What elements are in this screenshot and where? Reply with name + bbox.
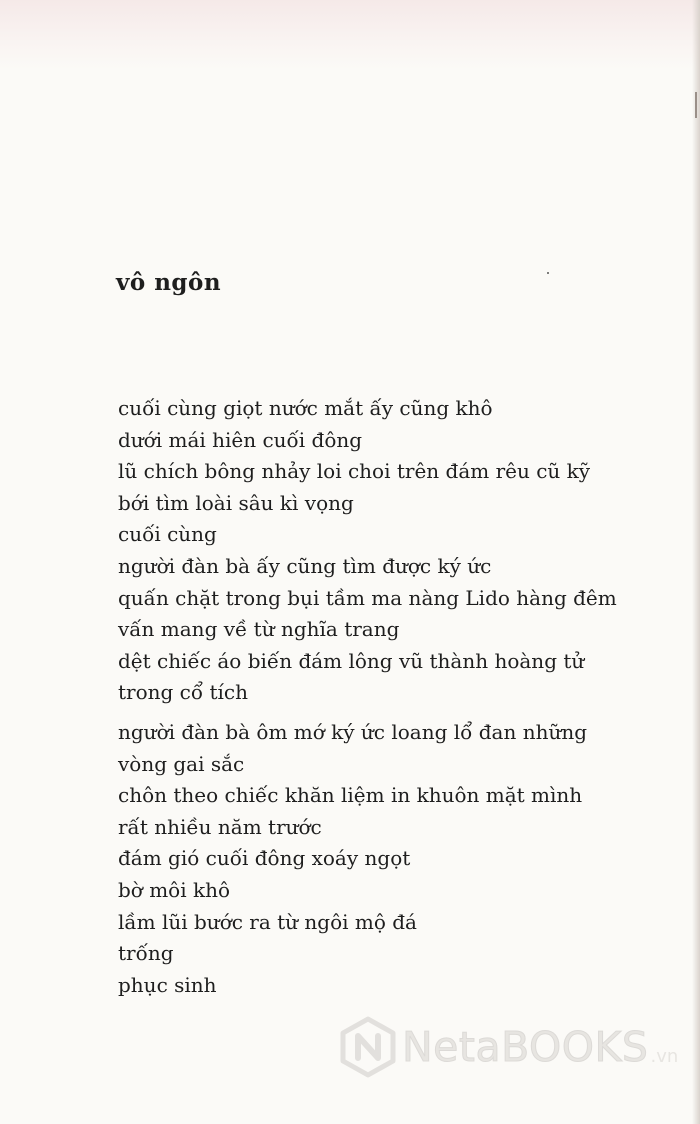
poem-line: rất nhiều năm trước xyxy=(118,814,322,839)
watermark-suffix: .vn xyxy=(650,1046,679,1067)
poem-line: người đàn bà ôm mớ ký ức loang lổ đan những xyxy=(118,720,588,744)
poem-line: cuối cùng giọt nước mắt ấy cũng khô xyxy=(118,396,493,420)
poem-line: bờ môi khô xyxy=(118,877,231,902)
poem-line: dưới mái hiên cuối đông xyxy=(118,427,363,452)
poem-title: vô ngôn xyxy=(116,269,222,296)
netabooks-watermark xyxy=(340,1012,678,1082)
poem-stanza-1 xyxy=(118,393,617,709)
poem-line: dệt chiếc áo biến đám lông vũ thành hoàng tử xyxy=(118,648,585,673)
netabooks-logo-icon xyxy=(340,1016,396,1078)
poem-line: đám gió cuối đông xoáy ngọt xyxy=(118,846,411,871)
ink-speck xyxy=(547,272,549,274)
poem-line: vòng gai sắc xyxy=(118,751,245,776)
poem-line: chôn theo chiếc khăn liệm in khuôn mặt mình xyxy=(118,783,583,808)
page-top-tint xyxy=(0,0,700,70)
poem-stanza-2 xyxy=(118,717,587,1001)
poem-line: lũ chích bông nhảy loi choi trên đám rêu cũ kỹ xyxy=(118,459,591,484)
poem-line: trống xyxy=(118,941,174,966)
poem-line: cuối cùng xyxy=(118,522,217,547)
poem-line: trong cổ tích xyxy=(118,680,248,705)
poem-line: quấn chặt trong bụi tầm ma nàng Lido hàng đêm xyxy=(118,585,617,610)
watermark-brand: NetaBOOKS xyxy=(402,1023,649,1071)
poem-line: phục sinh xyxy=(118,972,217,997)
poem-line: lầm lũi bước ra từ ngôi mộ đá xyxy=(118,909,417,934)
poem-line: bới tìm loài sâu kì vọng xyxy=(118,490,354,515)
page-right-edge xyxy=(692,0,700,1124)
poem-line: người đàn bà ấy cũng tìm được ký ức xyxy=(118,553,492,578)
page-edge-mark xyxy=(695,92,697,118)
poem-line: vấn mang về từ nghĩa trang xyxy=(118,617,400,642)
